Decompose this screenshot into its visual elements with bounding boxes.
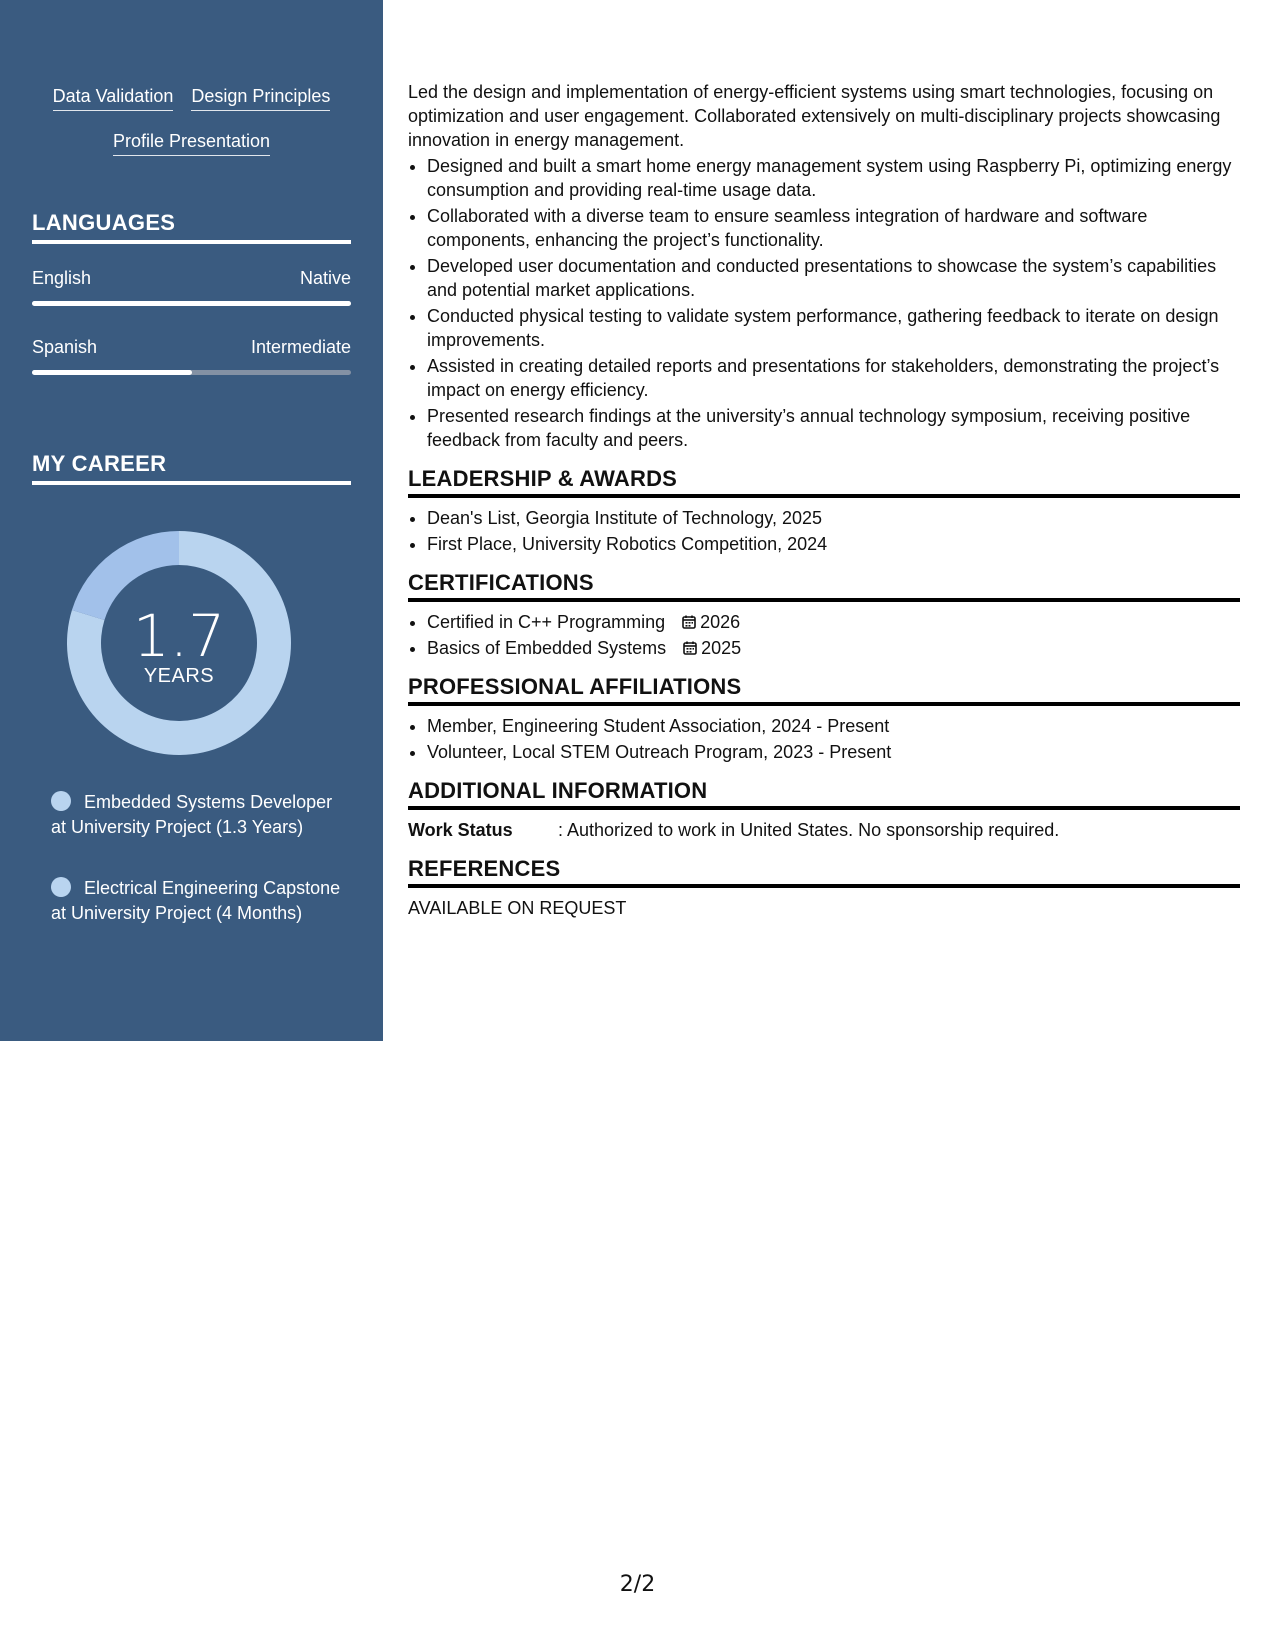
language-name: Spanish <box>32 337 98 357</box>
work-status-row <box>408 818 1240 842</box>
list-item: • First Place, University Robotics Competition, 2024 <box>427 532 1240 556</box>
certification-name: Basics of Embedded Systems <box>427 638 667 658</box>
work-status-value: : Authorized to work in United States. No sponsorship required. <box>558 820 1060 840</box>
experience-bullets <box>408 154 1240 452</box>
career-dot-icon <box>51 791 71 811</box>
certifications-list <box>408 610 1240 660</box>
work-status-label: Work Status <box>408 820 513 840</box>
career-donut-label <box>66 530 292 756</box>
list-item <box>427 636 1240 660</box>
references-text: AVAILABLE ON REQUEST <box>408 898 627 918</box>
calendar-icon <box>683 641 697 655</box>
career-unit: YEARS <box>143 665 215 687</box>
leadership-list <box>408 506 1240 556</box>
language-level: Native <box>299 268 351 288</box>
career-dot-icon <box>51 877 71 897</box>
affiliations-heading: PROFESSIONAL AFFILIATIONS <box>408 675 1240 706</box>
affiliations-list <box>408 714 1240 764</box>
skill-tag: Design Principles <box>191 86 330 111</box>
list-item: • Designed and built a smart home energy management system using Raspberry Pi, optimizing energy consumption and providing real-time usage data. <box>427 154 1240 202</box>
language-bar-fill <box>32 370 192 375</box>
career-item-label: Electrical Engineering Capstone at University Project (4 Months) <box>51 878 341 923</box>
language-level: Intermediate <box>250 337 351 357</box>
list-item: • Dean's List, Georgia Institute of Technology, 2025 <box>427 506 1240 530</box>
skills-list <box>32 86 351 176</box>
certifications-heading: CERTIFICATIONS <box>408 571 1240 602</box>
list-item: • Member, Engineering Student Association, 2024 - Present <box>427 714 1240 738</box>
list-item: • Developed user documentation and conducted presentations to showcase the system’s capabilities and potential market applications. <box>427 254 1240 302</box>
language-spanish <box>32 337 351 375</box>
career-item <box>51 876 341 925</box>
additional-info-heading: ADDITIONAL INFORMATION <box>408 779 1240 810</box>
language-bar-fill <box>32 301 351 306</box>
page-number: 2/2 <box>619 1572 656 1597</box>
career-item-label: Embedded Systems Developer at University Project (1.3 Years) <box>51 792 333 837</box>
main-content <box>408 80 1240 920</box>
list-item: • Volunteer, Local STEM Outreach Program, 2023 - Present <box>427 740 1240 764</box>
experience-summary: Led the design and implementation of energy-efficient systems using smart technologies, focusing on optimization and user engagement. Collaborated extensively on multi-disciplinary projects showcasing innovation in energy management. <box>408 82 1221 150</box>
language-bar <box>32 370 351 375</box>
list-item: • Presented research findings at the university’s annual technology symposium, receiving positive feedback from faculty and peers. <box>427 404 1240 452</box>
career-heading: MY CAREER <box>32 451 351 485</box>
language-bar <box>32 301 351 306</box>
skill-tag: Profile Presentation <box>113 131 270 156</box>
list-item: • Collaborated with a diverse team to ensure seamless integration of hardware and software components, enhancing the project’s functionality. <box>427 204 1240 252</box>
language-name: English <box>32 268 92 288</box>
career-item <box>51 790 341 839</box>
references-heading: REFERENCES <box>408 857 1240 888</box>
sidebar <box>0 0 383 1041</box>
certification-name: Certified in C++ Programming <box>427 612 666 632</box>
certification-year: 2025 <box>701 638 742 658</box>
list-item <box>427 610 1240 634</box>
languages-heading: LANGUAGES <box>32 210 351 244</box>
list-item: • Conducted physical testing to validate system performance, gathering feedback to iterate on design improvements. <box>427 304 1240 352</box>
language-english <box>32 268 351 306</box>
calendar-icon <box>682 615 696 629</box>
certification-year: 2026 <box>700 612 741 632</box>
skill-tag: Data Validation <box>53 86 174 111</box>
career-total: 1.7 <box>132 602 226 670</box>
leadership-heading: LEADERSHIP & AWARDS <box>408 467 1240 498</box>
list-item: • Assisted in creating detailed reports and presentations for stakeholders, demonstrating the project’s impact on energy efficiency. <box>427 354 1240 402</box>
